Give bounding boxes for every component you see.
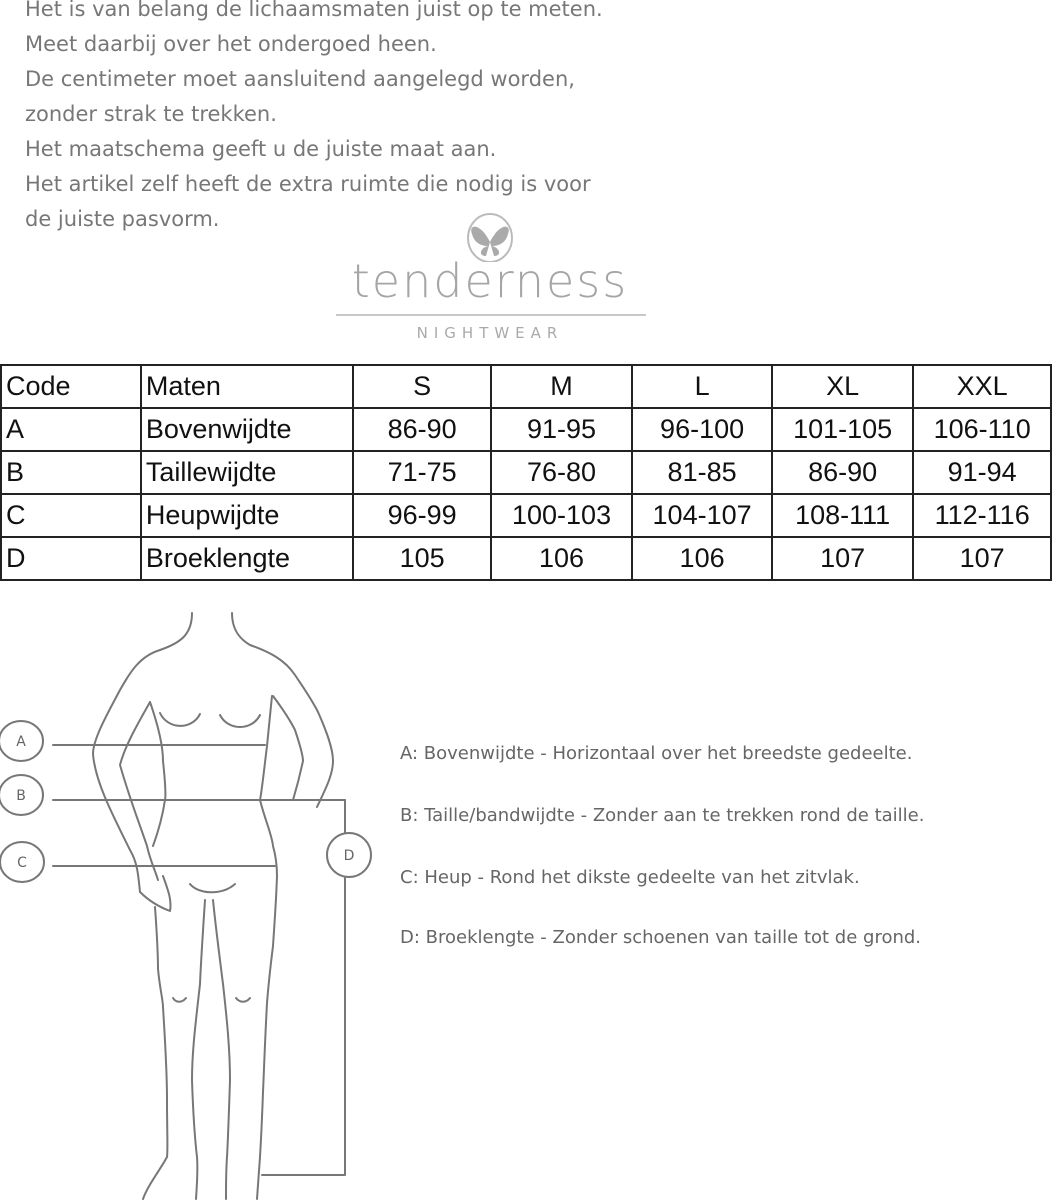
intro-line: Het maatschema geeft u de juiste maat aan. (25, 137, 497, 161)
brand-logo (330, 212, 650, 352)
cell: C (1, 494, 141, 537)
header-maten: Maten (141, 365, 354, 408)
intro-line: Meet daarbij over het ondergoed heen. (25, 32, 437, 56)
label-d: D (343, 848, 355, 864)
table-row (1, 537, 1051, 580)
cell: D (1, 537, 141, 580)
intro-line: Het artikel zelf heeft de extra ruimte die nodig is voor (25, 172, 591, 196)
header-size: XXL (913, 365, 1051, 408)
brand-name: tenderness (351, 254, 629, 308)
description-a: A: Bovenwijdte - Horizontaal over het breedste gedeelte. (400, 743, 913, 764)
cell: Heupwijdte (141, 494, 354, 537)
right-torso (257, 696, 277, 1199)
intro-line: De centimeter moet aansluitend aangelegd worden, (25, 67, 575, 91)
header-size: M (491, 365, 632, 408)
header-size: XL (772, 365, 913, 408)
cell: 106-110 (913, 408, 1051, 451)
cell: 100-103 (491, 494, 632, 537)
cell: A (1, 408, 141, 451)
table-row (1, 408, 1051, 451)
brand-subtitle: NIGHTWEAR (416, 324, 564, 342)
header-code: Code (1, 365, 141, 408)
intro-line: de juiste pasvorm. (25, 207, 220, 231)
cell: 105 (353, 537, 490, 580)
right-inner-leg (213, 900, 230, 1199)
label-c: C (17, 855, 27, 871)
left-inner-leg (192, 900, 205, 1199)
label-b: B (16, 788, 26, 804)
cell: 91-95 (491, 408, 632, 451)
cell: 71-75 (353, 451, 490, 494)
cell: Taillewijdte (141, 451, 354, 494)
left-leg (143, 907, 167, 1199)
cell: 86-90 (353, 408, 490, 451)
intro-line: Het is van belang de lichaamsmaten juist op te meten. (25, 0, 603, 21)
cell: 76-80 (491, 451, 632, 494)
cell: 104-107 (632, 494, 772, 537)
crotch-line (190, 884, 235, 892)
cell: 106 (491, 537, 632, 580)
description-b: B: Taille/bandwijdte - Zonder aan te trekken rond de taille. (400, 805, 925, 826)
right-breast (220, 715, 260, 727)
cell: B (1, 451, 141, 494)
right-knee (236, 998, 250, 1002)
cell: 112-116 (913, 494, 1051, 537)
cell: 107 (772, 537, 913, 580)
cell: 91-94 (913, 451, 1051, 494)
left-knee (173, 998, 186, 1002)
left-inner-arm (120, 702, 158, 880)
cell: 96-99 (353, 494, 490, 537)
description-c: C: Heup - Rond het dikste gedeelte van het zitvlak. (400, 867, 860, 888)
cell: 86-90 (772, 451, 913, 494)
left-torso (150, 702, 165, 846)
label-a: A (16, 734, 26, 750)
intro-line: zonder strak te trekken. (25, 102, 277, 126)
cell: 108-111 (772, 494, 913, 537)
description-d: D: Broeklengte - Zonder schoenen van taille tot de grond. (400, 927, 922, 948)
header-size: S (353, 365, 490, 408)
table-row (1, 451, 1051, 494)
logo-divider (336, 314, 646, 316)
cell: 101-105 (772, 408, 913, 451)
table-header-row (1, 365, 1051, 408)
cell: 107 (913, 537, 1051, 580)
cell: 96-100 (632, 408, 772, 451)
cell: 106 (632, 537, 772, 580)
right-inner-arm (273, 696, 303, 800)
left-breast (160, 713, 200, 726)
cell: Broeklengte (141, 537, 354, 580)
body-measurement-figure (0, 600, 400, 1200)
cell: Bovenwijdte (141, 408, 354, 451)
size-table (0, 364, 1052, 581)
intro-text (25, 0, 603, 237)
table-row (1, 494, 1051, 537)
header-size: L (632, 365, 772, 408)
cell: 81-85 (632, 451, 772, 494)
